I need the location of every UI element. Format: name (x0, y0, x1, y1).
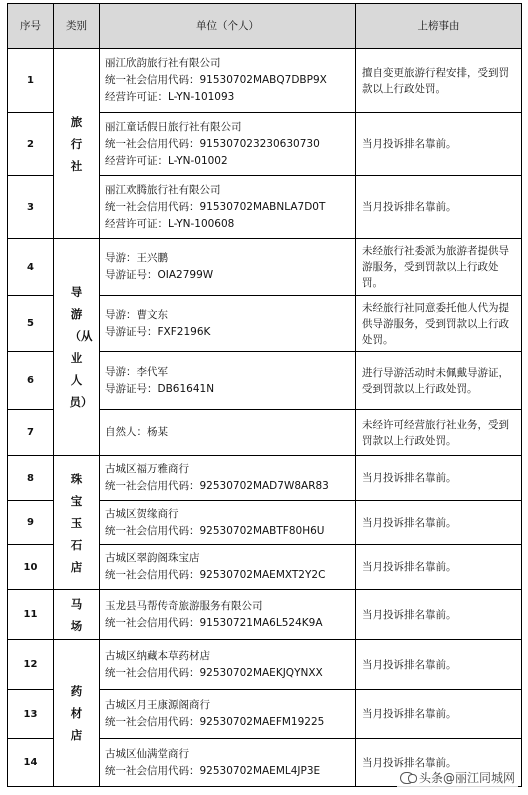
person-name: 自然人：杨某 (105, 426, 168, 438)
category-jewelry-store: 珠宝玉石店 (54, 456, 100, 590)
reason-cell: 当月投诉排名靠前。 (356, 545, 522, 590)
reason-cell: 当月投诉排名靠前。 (356, 739, 522, 787)
credit-code: 统一社会信用代码：91530702MABQ7DBP9X (105, 74, 327, 86)
unit-cell (100, 590, 356, 640)
unit-name: 古城区仙满堂商行 (105, 747, 189, 760)
blacklist-table (7, 3, 522, 787)
header-unit: 单位（个人） (100, 4, 356, 49)
license-no: 经营许可证：L-YN-100608 (105, 217, 235, 230)
credit-code: 统一社会信用代码：92530702MABTF80H6U (105, 524, 325, 537)
table-row (8, 49, 522, 113)
guide-name: 导游：李代军 (105, 365, 168, 378)
row-number: 14 (8, 739, 54, 787)
unit-cell (100, 739, 356, 787)
header-reason: 上榜事由 (356, 4, 522, 49)
credit-code: 统一社会信用代码：92530702MAEFM19225 (105, 716, 325, 728)
watermark (397, 768, 518, 787)
unit-cell (100, 501, 356, 545)
category-travel-agency: 旅行社 (54, 49, 100, 239)
credit-code: 统一社会信用代码：92530702MAEMXT2Y2C (105, 569, 326, 581)
unit-name: 丽江欣韵旅行社有限公司 (105, 57, 221, 69)
reason-cell: 擅自变更旅游行程安排，受到罚款以上行政处罚。 (356, 49, 522, 113)
category-herb-store: 药材店 (54, 640, 100, 787)
credit-code: 统一社会信用代码：91530702MABNLA7D0T (105, 200, 326, 213)
unit-name: 玉龙县马帮传奇旅游服务有限公司 (105, 599, 263, 612)
table-header-row (8, 4, 522, 49)
credit-code: 统一社会信用代码：915307023230630730 (105, 137, 320, 150)
guide-name: 导游：王兴鹏 (105, 252, 168, 264)
unit-name: 古城区贺缘商行 (105, 507, 179, 520)
unit-cell (100, 545, 356, 590)
row-number: 4 (8, 239, 54, 296)
chat-bubble-icon (400, 771, 416, 785)
row-number: 1 (8, 49, 54, 113)
unit-name: 古城区纳藏本草药材店 (105, 649, 210, 662)
credit-code: 统一社会信用代码：92530702MAEKJQYNXX (105, 666, 323, 679)
table-row (8, 239, 522, 296)
guide-license: 导游证号：OIA2799W (105, 269, 214, 281)
reason-cell: 未经旅行社同意委托他人代为提供导游服务，受到罚款以上行政处罚。 (356, 296, 522, 352)
watermark-text: 头条@丽江同城网 (418, 771, 515, 785)
header-no: 序号 (8, 4, 54, 49)
reason-cell: 未经旅行社委派为旅游者提供导游服务，受到罚款以上行政处罚。 (356, 239, 522, 296)
credit-code: 统一社会信用代码：92530702MAD7W8AR83 (105, 480, 329, 492)
guide-license: 导游证号：DB61641N (105, 382, 215, 395)
reason-cell: 当月投诉排名靠前。 (356, 113, 522, 176)
row-number: 11 (8, 590, 54, 640)
header-category: 类别 (54, 4, 100, 49)
unit-cell (100, 410, 356, 456)
credit-code: 统一社会信用代码：92530702MAEML4JP3E (105, 764, 321, 777)
unit-cell (100, 352, 356, 410)
unit-name: 古城区翠韵阁珠宝店 (105, 552, 200, 564)
unit-name: 古城区月王康源阁商行 (105, 699, 210, 711)
table-row (8, 590, 522, 640)
row-number: 10 (8, 545, 54, 590)
reason-cell: 未经许可经营旅行社业务，受到罚款以上行政处罚。 (356, 410, 522, 456)
reason-cell: 当月投诉排名靠前。 (356, 690, 522, 739)
unit-cell (100, 456, 356, 501)
unit-cell (100, 176, 356, 239)
guide-name: 导游：曹文东 (105, 308, 168, 321)
row-number: 8 (8, 456, 54, 501)
row-number: 5 (8, 296, 54, 352)
reason-cell: 当月投诉排名靠前。 (356, 640, 522, 690)
unit-cell (100, 49, 356, 113)
table-row (8, 456, 522, 501)
reason-cell: 当月投诉排名靠前。 (356, 176, 522, 239)
reason-cell: 当月投诉排名靠前。 (356, 456, 522, 501)
category-horse-farm: 马场 (54, 590, 100, 640)
row-number: 9 (8, 501, 54, 545)
unit-cell (100, 239, 356, 296)
unit-cell (100, 640, 356, 690)
unit-name: 丽江童话假日旅行社有限公司 (105, 120, 242, 133)
license-no: 经营许可证：L-YN-101093 (105, 91, 235, 103)
guide-license: 导游证号：FXF2196K (105, 325, 211, 338)
category-tour-guide: 导游（从业人员） (54, 239, 100, 456)
row-number: 2 (8, 113, 54, 176)
license-no: 经营许可证：L-YN-01002 (105, 154, 228, 167)
row-number: 13 (8, 690, 54, 739)
unit-cell (100, 113, 356, 176)
reason-cell: 当月投诉排名靠前。 (356, 590, 522, 640)
row-number: 12 (8, 640, 54, 690)
table-row (8, 640, 522, 690)
credit-code: 统一社会信用代码：91530721MA6L524K9A (105, 616, 323, 629)
reason-cell: 当月投诉排名靠前。 (356, 501, 522, 545)
reason-cell: 进行导游活动时未佩戴导游证，受到罚款以上行政处罚。 (356, 352, 522, 410)
unit-name: 丽江欢腾旅行社有限公司 (105, 183, 221, 196)
row-number: 6 (8, 352, 54, 410)
unit-cell (100, 296, 356, 352)
unit-name: 古城区福万雅商行 (105, 463, 189, 475)
unit-cell (100, 690, 356, 739)
row-number: 3 (8, 176, 54, 239)
row-number: 7 (8, 410, 54, 456)
